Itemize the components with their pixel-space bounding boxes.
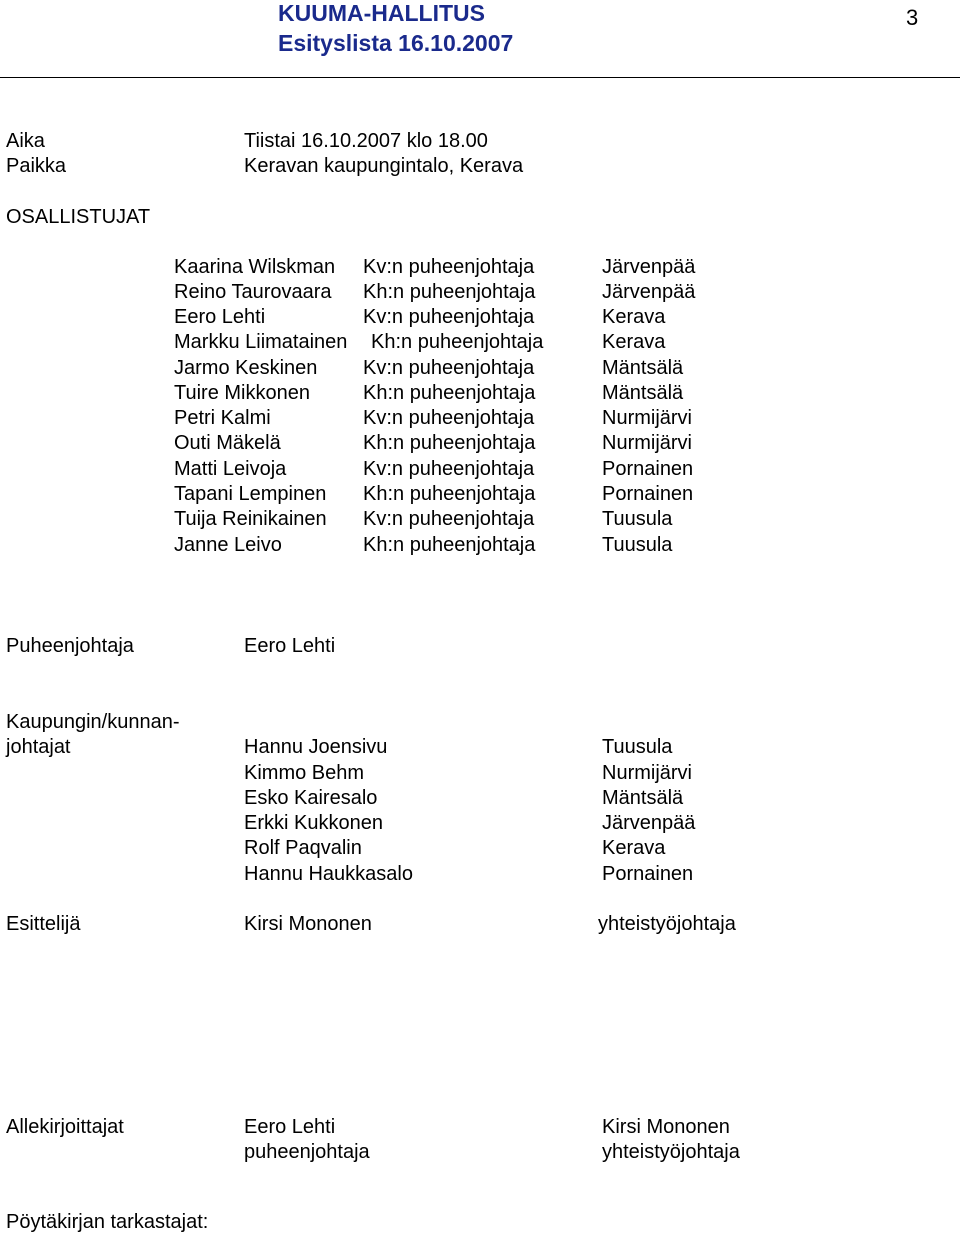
participant-row bbox=[0, 330, 960, 355]
participant-name: Janne Leivo bbox=[174, 534, 282, 556]
managers-label-line2: johtajat bbox=[6, 736, 71, 758]
participant-town: Pornainen bbox=[602, 483, 694, 505]
participant-row bbox=[0, 280, 960, 305]
signatures-label: Allekirjoittajat bbox=[6, 1116, 124, 1138]
agenda-date-title: Esityslista 16.10.2007 bbox=[278, 30, 514, 56]
participant-town: Nurmijärvi bbox=[602, 432, 692, 454]
participant-role: Kv:n puheenjohtaja bbox=[363, 407, 535, 429]
participant-role: Kh:n puheenjohtaja bbox=[363, 432, 536, 454]
manager-row bbox=[0, 862, 960, 887]
time-label: Aika bbox=[6, 130, 45, 152]
presenter-name: Kirsi Mononen bbox=[244, 913, 372, 935]
participant-row bbox=[0, 533, 960, 558]
manager-town: Pornainen bbox=[602, 863, 694, 885]
participant-name: Kaarina Wilskman bbox=[174, 256, 336, 278]
participant-role: Kv:n puheenjohtaja bbox=[363, 306, 535, 328]
participant-town: Tuusula bbox=[602, 508, 673, 530]
manager-name: Erkki Kukkonen bbox=[244, 812, 383, 834]
manager-name: Hannu Joensivu bbox=[244, 736, 388, 758]
manager-row bbox=[0, 786, 960, 811]
signer2-name: Kirsi Mononen bbox=[602, 1116, 730, 1138]
presenter-label: Esittelijä bbox=[6, 913, 81, 935]
document-org-title: KUUMA-HALLITUS bbox=[278, 0, 485, 26]
signer1-title: puheenjohtaja bbox=[244, 1141, 370, 1163]
place-value: Keravan kaupungintalo, Kerava bbox=[244, 155, 524, 177]
participant-town: Kerava bbox=[602, 331, 666, 353]
participant-row bbox=[0, 356, 960, 381]
participant-row bbox=[0, 255, 960, 280]
participant-name: Eero Lehti bbox=[174, 306, 266, 328]
participant-role: Kv:n puheenjohtaja bbox=[363, 256, 535, 278]
participant-role: Kh:n puheenjohtaja bbox=[363, 534, 536, 556]
participant-name: Jarmo Keskinen bbox=[174, 357, 318, 379]
manager-town: Tuusula bbox=[602, 736, 673, 758]
participant-town: Nurmijärvi bbox=[602, 407, 692, 429]
participant-role: Kh:n puheenjohtaja bbox=[363, 483, 536, 505]
participant-name: Outi Mäkelä bbox=[174, 432, 281, 454]
page-number: 3 bbox=[906, 5, 919, 30]
manager-name: Kimmo Behm bbox=[244, 762, 365, 784]
manager-town: Järvenpää bbox=[602, 812, 696, 834]
manager-row bbox=[0, 761, 960, 786]
participant-row bbox=[0, 406, 960, 431]
participant-role: Kh:n puheenjohtaja bbox=[363, 281, 536, 303]
participant-row bbox=[0, 457, 960, 482]
participant-town: Pornainen bbox=[602, 458, 694, 480]
participant-row bbox=[0, 507, 960, 532]
manager-row bbox=[0, 836, 960, 861]
participant-town: Järvenpää bbox=[602, 256, 696, 278]
participant-town: Mäntsälä bbox=[602, 357, 684, 379]
participant-name: Tuija Reinikainen bbox=[174, 508, 327, 530]
participant-name: Matti Leivoja bbox=[174, 458, 287, 480]
participant-row bbox=[0, 482, 960, 507]
participant-name: Tuire Mikkonen bbox=[174, 382, 310, 404]
participant-town: Järvenpää bbox=[602, 281, 696, 303]
participant-name: Markku Liimatainen bbox=[174, 331, 348, 353]
place-label: Paikka bbox=[6, 155, 67, 177]
reviewers-label: Pöytäkirjan tarkastajat: bbox=[6, 1211, 209, 1233]
signer1-name: Eero Lehti bbox=[244, 1116, 336, 1138]
participant-town: Kerava bbox=[602, 306, 666, 328]
signer2-title: yhteistyöjohtaja bbox=[602, 1141, 740, 1163]
manager-name: Esko Kairesalo bbox=[244, 787, 378, 809]
participant-role: Kh:n puheenjohtaja bbox=[371, 331, 544, 353]
header-divider bbox=[0, 77, 960, 78]
time-value: Tiistai 16.10.2007 klo 18.00 bbox=[244, 130, 488, 152]
participant-name: Reino Taurovaara bbox=[174, 281, 332, 303]
manager-row bbox=[0, 735, 960, 760]
participant-row bbox=[0, 431, 960, 456]
chair-label: Puheenjohtaja bbox=[6, 635, 134, 657]
participant-town: Tuusula bbox=[602, 534, 673, 556]
participant-name: Tapani Lempinen bbox=[174, 483, 327, 505]
participant-town: Mäntsälä bbox=[602, 382, 684, 404]
manager-town: Nurmijärvi bbox=[602, 762, 692, 784]
manager-town: Mäntsälä bbox=[602, 787, 684, 809]
manager-name: Rolf Paqvalin bbox=[244, 837, 362, 859]
participant-role: Kv:n puheenjohtaja bbox=[363, 357, 535, 379]
participant-name: Petri Kalmi bbox=[174, 407, 271, 429]
manager-row bbox=[0, 811, 960, 836]
participant-role: Kh:n puheenjohtaja bbox=[363, 382, 536, 404]
participants-heading: OSALLISTUJAT bbox=[6, 206, 151, 228]
participant-role: Kv:n puheenjohtaja bbox=[363, 508, 535, 530]
participant-row bbox=[0, 305, 960, 330]
manager-name: Hannu Haukkasalo bbox=[244, 863, 413, 885]
presenter-title: yhteistyöjohtaja bbox=[598, 913, 736, 935]
managers-label-line1: Kaupungin/kunnan- bbox=[6, 711, 180, 733]
participant-role: Kv:n puheenjohtaja bbox=[363, 458, 535, 480]
chair-name: Eero Lehti bbox=[244, 635, 336, 657]
participant-row bbox=[0, 381, 960, 406]
manager-town: Kerava bbox=[602, 837, 666, 859]
